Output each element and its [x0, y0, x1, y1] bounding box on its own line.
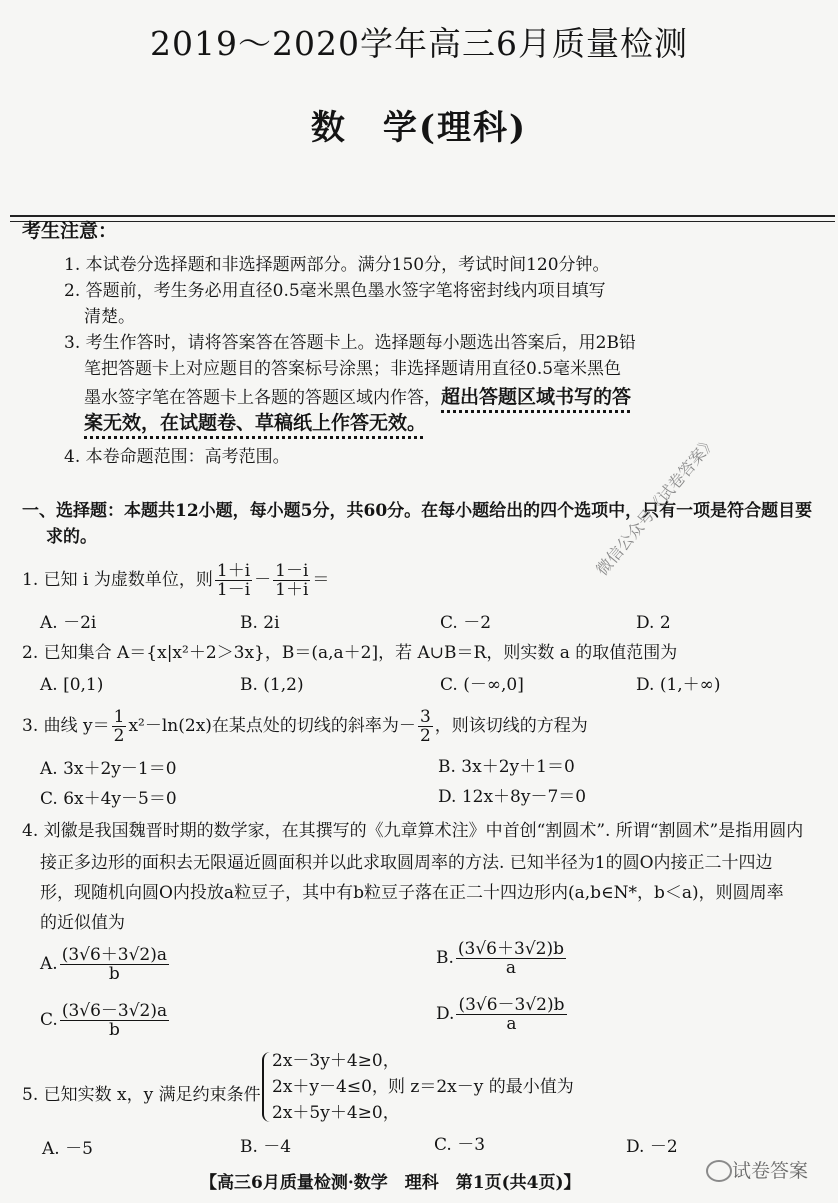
q3-option-b: B. 3x＋2y＋1＝0: [438, 757, 575, 777]
q4-option-b: B. $\frac{(3√6+3√2)b}{a}$: [436, 939, 564, 978]
q1-option-d: D. 2: [636, 613, 671, 633]
q4-stem-line-1: 4. 刘徽是我国魏晋时期的数学家，在其撰写的《九章算术注》中首创“割圆术”. 所谓“割圆术”是指用圆内: [22, 821, 804, 841]
q3-fraction-2: $\frac{3}{2}$: [419, 707, 431, 746]
q1-option-a: A. －2i: [40, 613, 97, 633]
q4-option-d: D. $\frac{(3√6-3√2)b}{a}$: [436, 995, 565, 1034]
watermark-diagonal: 微信公众号《试卷答案》: [592, 432, 720, 580]
notice-emphasis-1: 超出答题区域书写的答: [441, 386, 632, 408]
q4-stem-line-3: 形，现随机向圆O内投放a粒豆子，其中有b粒豆子落在正二十四边形内(a,b∈N*，b＜a)，则圆周率: [40, 883, 784, 903]
q5-stem: 5. 已知实数 x，y 满足约束条件: [22, 1085, 261, 1105]
notice-item-1: 1. 本试卷分选择题和非选择题两部分。满分150分，考试时间120分钟。: [64, 255, 610, 275]
q2-option-b: B. (1,2): [240, 675, 304, 695]
q3-option-c: C. 6x＋4y－5＝0: [40, 789, 177, 809]
q4-stem-line-2: 接正多边形的面积去无限逼近圆面积并以此求取圆周率的方法. 已知半径为1的圆O内接正二十四边: [40, 853, 773, 873]
q5-constraint-2: 2x＋y－4≤0，: [272, 1077, 389, 1097]
q5-option-a: A. －5: [42, 1139, 93, 1159]
q3-stem: 3. 曲线 y＝ $\frac{1}{2}$ x²－ln(2x)在某点处的切线的斜率为－ $\frac{3}{2}$ ，则该切线的方程为: [22, 707, 588, 746]
page-footer: 【高三6月质量检测·数学 理科 第1页(共4页)】: [200, 1173, 581, 1193]
q3-option-a: A. 3x＋2y－1＝0: [40, 759, 177, 779]
q2-option-a: A. [0,1): [40, 675, 104, 695]
q4-option-c: C. $\frac{(3√6-3√2)a}{b}$: [40, 1001, 168, 1040]
header-rule-thick: [10, 215, 835, 217]
notice-emphasis-2: 案无效，在试题卷、草稿纸上作答无效。: [84, 412, 427, 434]
notice-item-3-cont-a: 笔把答题卡上对应题目的答案标号涂黑；非选择题请用直径0.5毫米黑色: [84, 359, 622, 379]
q2-option-c: C. (－∞,0]: [440, 675, 524, 695]
q5-brace: [262, 1052, 270, 1122]
q2-stem: 2. 已知集合 A＝{x|x²＋2＞3x}，B＝(a,a＋2]，若 A∪B＝R，则实数 a 的取值范围为: [22, 643, 678, 663]
q5-constraint-3: 2x＋5y＋4≥0，: [272, 1103, 400, 1123]
q1-option-c: C. －2: [440, 613, 492, 633]
q1-fraction-2: $\frac{1-i}{1+i}$: [275, 561, 309, 600]
wechat-icon: [706, 1160, 732, 1182]
q1-fraction-1: $\frac{1+i}{1-i}$: [216, 561, 251, 600]
q3-option-d: D. 12x＋8y－7＝0: [438, 787, 587, 807]
q4-option-a: A. $\frac{(3√6+3√2)a}{b}$: [40, 945, 168, 984]
subject-title: 数 学(理科): [310, 108, 528, 148]
q5-option-c: C. －3: [434, 1135, 486, 1155]
q5-stem-tail: 则 z＝2x－y 的最小值为: [388, 1077, 574, 1097]
q5-option-b: B. －4: [240, 1137, 292, 1157]
q4-stem-line-4: 的近似值为: [40, 913, 125, 933]
notice-item-3: 3. 考生作答时，请将答案答在答题卡上。选择题每小题选出答案后，用2B铅: [64, 333, 636, 353]
notice-item-2: 2. 答题前，考生务必用直径0.5毫米黑色墨水签字笔将密封线内项目填写: [64, 281, 606, 301]
notice-item-3-cont-b: 墨水签字笔在答题卡上各题的答题区域内作答，: [84, 388, 441, 408]
q1-stem: 1. 已知 i 为虚数单位，则 $\frac{1+i}{1-i}$ － $\frac{1-i}{1+i}$ ＝: [22, 561, 330, 600]
exam-title: 2019～2020学年高三6月质量检测: [150, 24, 688, 63]
q5-option-d: D. －2: [626, 1137, 678, 1157]
section-heading-cont: 求的。: [46, 527, 97, 547]
section-heading: 一、选择题：本题共12小题，每小题5分，共60分。在每小题给出的四个选项中，只有一项是符合题目要: [22, 501, 813, 521]
q5-constraint-1: 2x－3y＋4≥0，: [272, 1051, 400, 1071]
header-rule-thin: [10, 221, 835, 222]
notice-heading: 考生注意：: [22, 220, 118, 242]
q1-option-b: B. 2i: [240, 613, 280, 633]
q3-fraction-1: $\frac{1}{2}$: [113, 707, 125, 746]
watermark-corner: 试卷答案: [732, 1160, 809, 1182]
notice-item-4: 4. 本卷命题范围：高考范围。: [64, 447, 290, 467]
notice-item-2-cont: 清楚。: [84, 307, 135, 327]
q2-option-d: D. (1,＋∞): [636, 675, 721, 695]
